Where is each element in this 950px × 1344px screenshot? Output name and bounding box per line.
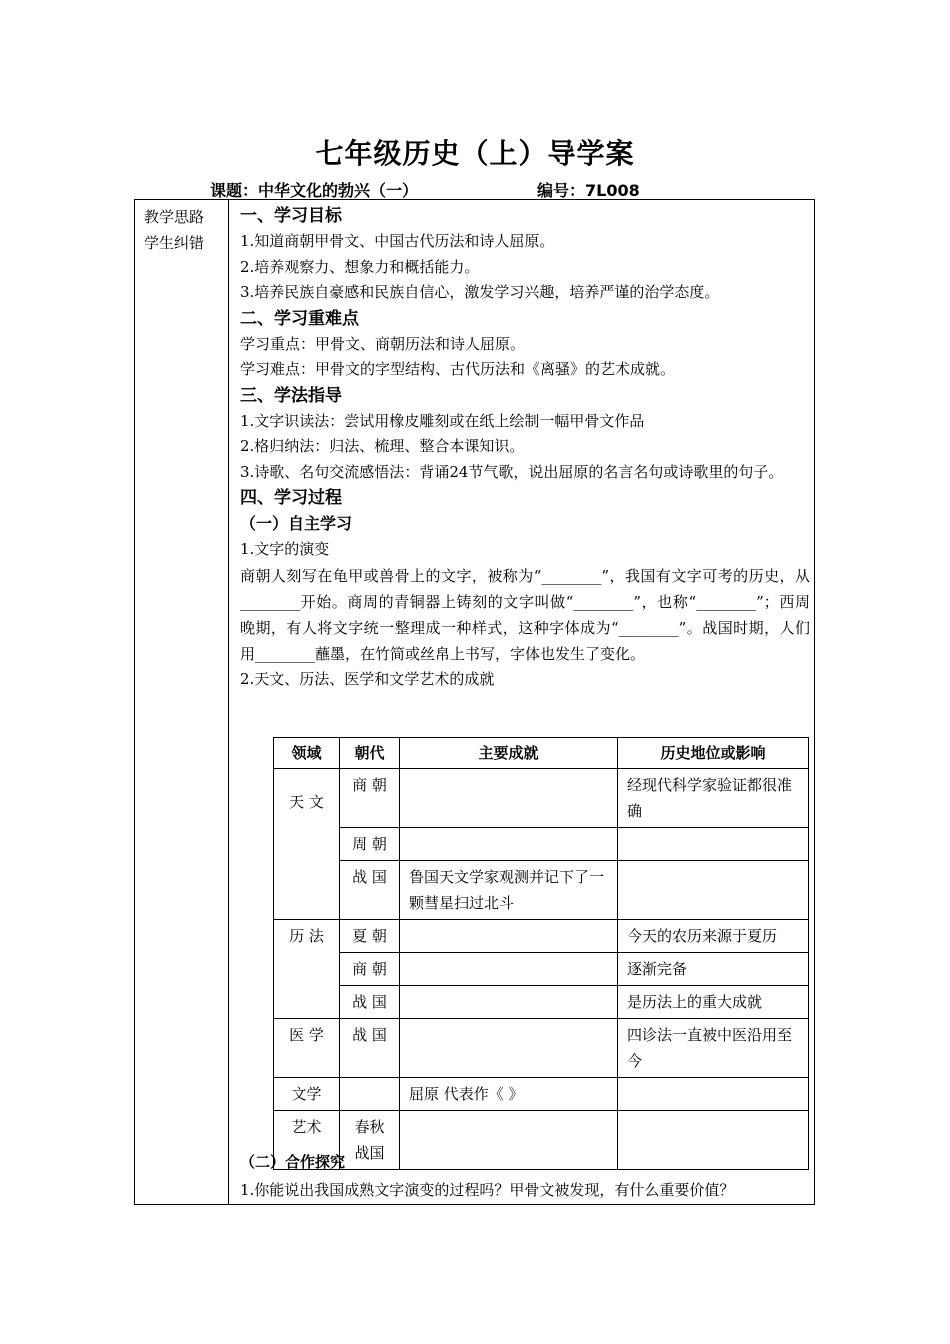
table-header-row bbox=[274, 738, 809, 769]
method-item: 2.格归纳法：归法、梳理、整合本课知识。 bbox=[240, 437, 525, 455]
achievement-cell: 鲁国天文学家观测并记下了一颗彗星扫过北斗 bbox=[400, 861, 618, 920]
impact-cell bbox=[618, 861, 809, 920]
dynasty-cell: 商 朝 bbox=[340, 953, 400, 986]
column-header: 历史地位或影响 bbox=[618, 738, 809, 769]
subheading-cooperative: （二）合作探究 bbox=[240, 1153, 346, 1171]
table-row bbox=[274, 953, 809, 986]
column-header: 朝代 bbox=[340, 738, 400, 769]
field-cell: 文学 bbox=[274, 1078, 340, 1111]
dynasty-cell bbox=[340, 1078, 400, 1111]
keypoint-item: 学习重点：甲骨文、商朝历法和诗人屈原。 bbox=[240, 334, 526, 353]
dynasty-cell: 夏 朝 bbox=[340, 920, 400, 953]
dynasty-cell: 战 国 bbox=[340, 986, 400, 1019]
impact-cell: 逐渐完备 bbox=[618, 953, 809, 986]
table-row bbox=[274, 986, 809, 1019]
table-row bbox=[274, 1078, 809, 1111]
impact-cell: 经现代科学家验证都很准确 bbox=[618, 769, 809, 828]
field-cell: 天 文 bbox=[274, 769, 340, 920]
column-header: 主要成就 bbox=[400, 738, 618, 769]
main-content bbox=[240, 203, 810, 692]
process-item: 2.天文、历法、医学和文学艺术的成就 bbox=[240, 669, 495, 688]
impact-cell: 今天的农历来源于夏历 bbox=[618, 920, 809, 953]
worksheet-frame bbox=[134, 199, 815, 1205]
table-row bbox=[274, 920, 809, 953]
subheading-self-study: （一）自主学习 bbox=[240, 514, 353, 533]
keypoint-item: 学习难点：甲骨文的字型结构、古代历法和《离骚》的艺术成就。 bbox=[240, 360, 676, 378]
question-item: 1.你能说出我国成熟文字演变的过程吗？甲骨文被发现，有什么重要价值？ bbox=[240, 1181, 735, 1199]
table-row bbox=[274, 861, 809, 920]
goal-item: 2.培养观察力、想象力和概括能力。 bbox=[240, 257, 480, 276]
achievement-cell bbox=[400, 986, 618, 1019]
impact-cell bbox=[618, 828, 809, 861]
process-item: 1.文字的演变 bbox=[240, 540, 330, 558]
goal-item: 1.知道商朝甲骨文、中国古代历法和诗人屈原。 bbox=[240, 232, 555, 250]
goal-item: 3.培养民族自豪感和民族自信心，激发学习兴趣，培养严谨的治学态度。 bbox=[240, 283, 720, 301]
table-row bbox=[274, 769, 809, 828]
impact-cell: 四诊法一直被中医沿用至今 bbox=[618, 1019, 809, 1078]
left-label-1: 教学思路 bbox=[144, 208, 205, 226]
achievement-cell bbox=[400, 953, 618, 986]
table-row bbox=[274, 828, 809, 861]
field-cell: 艺术 bbox=[274, 1111, 340, 1170]
achievements-table bbox=[273, 737, 809, 1170]
achievement-cell bbox=[400, 920, 618, 953]
field-cell: 医 学 bbox=[274, 1019, 340, 1078]
lesson-topic: 课题：中华文化的勃兴（一） bbox=[210, 181, 419, 200]
achievement-cell bbox=[400, 1019, 618, 1078]
method-item: 1.文字识读法：尝试用橡皮雕刻或在纸上绘制一幅甲骨文作品 bbox=[240, 411, 645, 430]
subtitle bbox=[210, 178, 640, 201]
column-header: 领域 bbox=[274, 738, 340, 769]
table-row bbox=[274, 1019, 809, 1078]
page-title: 七年级历史（上）导学案 bbox=[315, 137, 635, 170]
section-heading-keypoints: 二、学习重难点 bbox=[240, 308, 359, 329]
fill-in-paragraph: 商朝人刻写在龟甲或兽骨上的文字，被称为“________”，我国有文字可考的历史，从________开始。商周的青铜器上铸刻的文字叫做“________”，也称“________”；西周晚期，有人将文字统一整理成一种样式，这种字体成为“________”。战国时期，人们用________蘸墨，在竹简或丝帛上书写，字体也发生了变化。 bbox=[240, 566, 810, 663]
field-cell: 历 法 bbox=[274, 920, 340, 1019]
method-item: 3.诗歌、名句交流感悟法：背诵24节气歌，说出屈原的名言名句或诗歌里的句子。 bbox=[240, 462, 784, 481]
dynasty-cell: 春秋战国 bbox=[340, 1111, 400, 1170]
achievement-cell bbox=[400, 828, 618, 861]
left-column bbox=[135, 200, 229, 1204]
dynasty-cell: 商 朝 bbox=[340, 769, 400, 828]
impact-cell bbox=[618, 1078, 809, 1111]
impact-cell: 是历法上的重大成就 bbox=[618, 986, 809, 1019]
left-label-2: 学生纠错 bbox=[144, 234, 205, 252]
dynasty-cell: 周 朝 bbox=[340, 828, 400, 861]
dynasty-cell: 战 国 bbox=[340, 861, 400, 920]
section-heading-methods: 三、学法指导 bbox=[240, 385, 342, 406]
section-heading-process: 四、学习过程 bbox=[240, 488, 342, 508]
lesson-code: 编号：7L008 bbox=[537, 181, 640, 200]
section-heading-goals: 一、学习目标 bbox=[240, 206, 342, 226]
dynasty-cell: 战 国 bbox=[340, 1019, 400, 1078]
achievement-cell: 屈原 代表作《 》 bbox=[400, 1078, 618, 1111]
achievement-cell bbox=[400, 769, 618, 828]
